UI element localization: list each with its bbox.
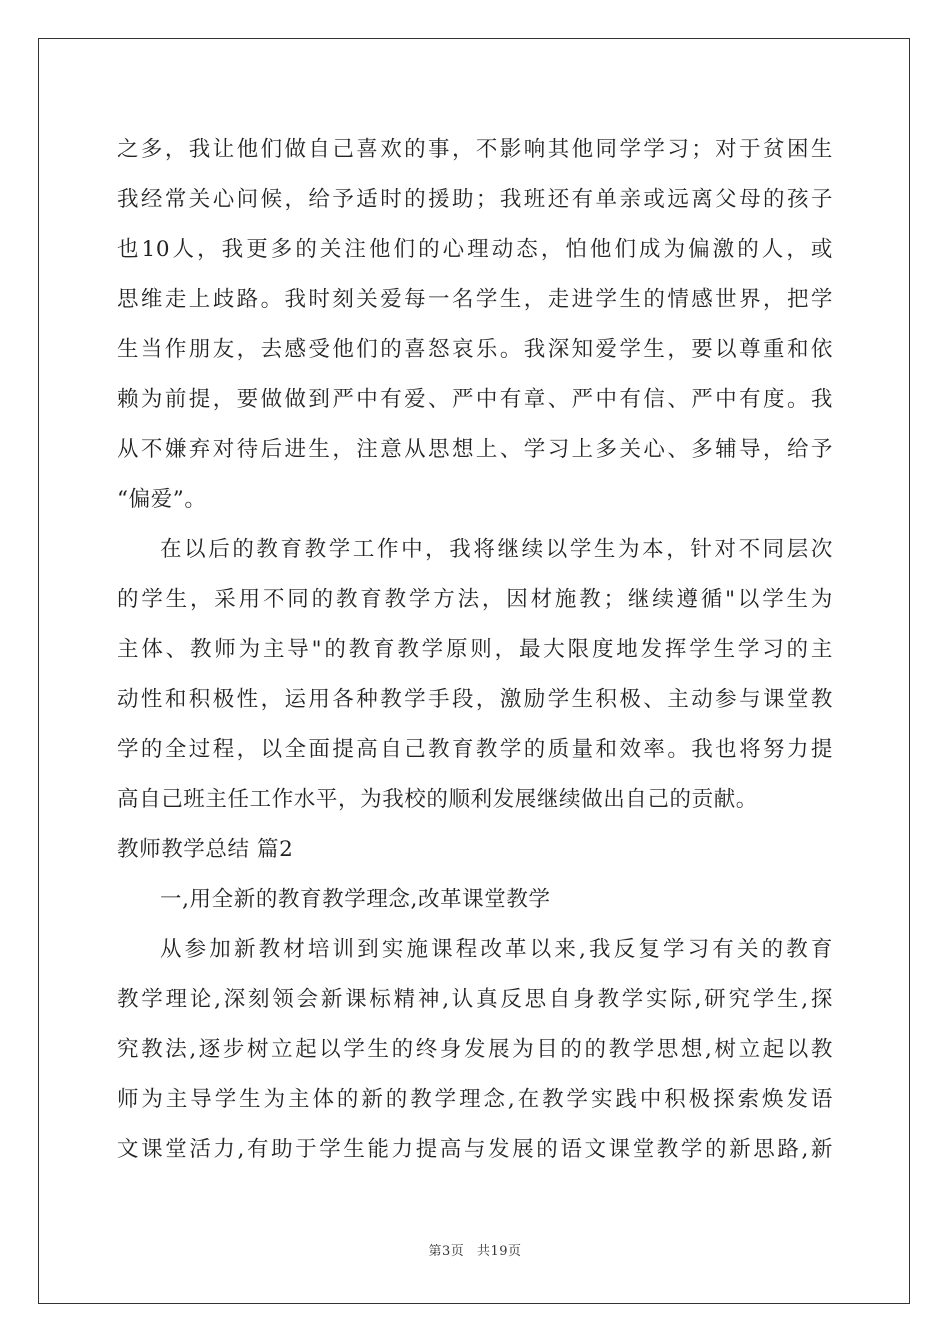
text-line: 赖为前提，要做做到严中有爱、严中有章、严中有信、严中有度。我 <box>117 387 833 412</box>
text-line: 学的全过程，以全面提高自己教育教学的质量和效率。我也将努力提 <box>117 737 833 762</box>
text-line: 也10人，我更多的关注他们的心理动态，怕他们成为偏激的人，或 <box>117 237 833 262</box>
paragraph-1 <box>117 125 833 525</box>
text-line: 主体、教师为主导"的教育教学原则，最大限度地发挥学生学习的主 <box>117 637 833 662</box>
text-line: 动性和积极性，运用各种教学手段，激励学生积极、主动参与课堂教 <box>117 687 833 712</box>
paragraph-2 <box>117 525 833 825</box>
text-line: 之多，我让他们做自己喜欢的事，不影响其他同学学习；对于贫困生 <box>117 137 833 162</box>
text-line: 文课堂活力,有助于学生能力提高与发展的语文课堂教学的新思路,新 <box>117 1137 833 1162</box>
text-line: 在以后的教育教学工作中，我将继续以学生为本，针对不同层次 <box>160 537 833 562</box>
text-line: 究教法,逐步树立起以学生的终身发展为目的的教学思想,树立起以教 <box>117 1037 833 1062</box>
text-line: “偏爱”。 <box>117 487 207 512</box>
text-line: 的学生，采用不同的教育教学方法，因材施教；继续遵循"以学生为 <box>117 587 833 612</box>
text-line: 思维走上歧路。我时刻关爱每一名学生，走进学生的情感世界，把学 <box>117 287 833 312</box>
text-line: 师为主导学生为主体的新的教学理念,在教学实践中积极探索焕发语 <box>117 1087 833 1112</box>
text-line: 从参加新教材培训到实施课程改革以来,我反复学习有关的教育 <box>160 937 833 962</box>
page-footer <box>0 1240 950 1259</box>
text-line: 生当作朋友，去感受他们的喜怒哀乐。我深知爱学生，要以尊重和依 <box>117 337 833 362</box>
subheading: 一,用全新的教育教学理念,改革课堂教学 <box>160 887 551 912</box>
total-pages: 共19页 <box>476 1244 522 1259</box>
page-number: 第3页 <box>428 1244 465 1259</box>
paragraph-3 <box>117 925 833 1175</box>
text-line: 从不嫌弃对待后进生，注意从思想上、学习上多关心、多辅导，给予 <box>117 437 833 462</box>
text-line: 高自己班主任工作水平，为我校的顺利发展继续做出自己的贡献。 <box>117 787 758 812</box>
text-line: 教学理论,深刻领会新课标精神,认真反思自身教学实际,研究学生,探 <box>117 987 833 1012</box>
text-line: 我经常关心问候，给予适时的援助；我班还有单亲或远离父母的孩子 <box>117 187 833 212</box>
section-heading: 教师教学总结 篇2 <box>117 837 294 862</box>
document-body <box>117 125 833 1175</box>
